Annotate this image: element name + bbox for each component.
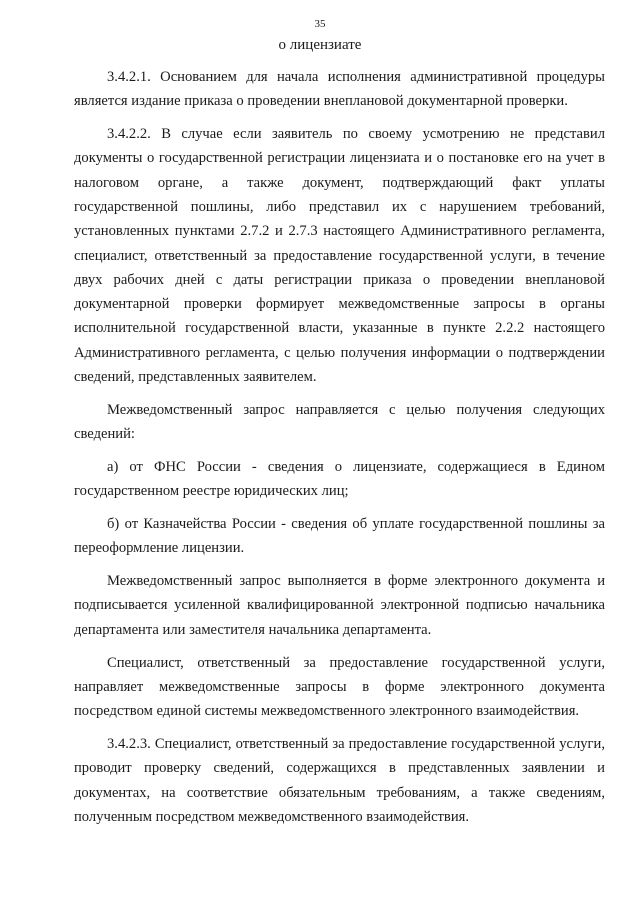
paragraph-3-4-2-3: 3.4.2.3. Специалист, ответственный за предоставление государственной услуги, проводит проверку сведений, содержащихся в представленных заявлении и документах, на соответствие обязательным требованиям, а также сведениям, полученным посредством межведомственного взаимодействия.	[74, 735, 605, 825]
document-body	[74, 65, 605, 829]
paragraph-specialist-sends: Специалист, ответственный за предоставление государственной услуги, направляет межведомственные запросы в форме электронного документа посредством единой системы межведомственного электронного взаимодействия.	[74, 654, 605, 720]
running-head: о лицензиате	[278, 37, 362, 53]
paragraph-3-4-2-1: 3.4.2.1. Основанием для начала исполнения административной процедуры является издание приказа о проведении внеплановой документарной проверки.	[74, 69, 605, 110]
paragraph-item-a: а) от ФНС России - сведения о лицензиате, содержащиеся в Едином государственном реестре юридических лиц;	[74, 458, 605, 500]
paragraph-3-4-2-2: 3.4.2.2. В случае если заявитель по своему усмотрению не представил документы о государственной регистрации лицензиата и о постановке его на учет в налоговом органе, а также документ, подтверждающий факт уплаты государственной пошлины, либо представил их с нарушением требований, установленных пунктами 2.7.2 и 2.7.3 настоящего Административного регламента, специалист, ответственный за предоставление государственной услуги, в течение двух рабочих дней с даты регистрации приказа о проведении внеплановой документарной проверки формирует межведомственные запросы в органы исполнительной государственной власти, указанные в пункте 2.2.2 настоящего Административного регламента, с целью получения информации о подтверждении сведений, представленных заявителем.	[74, 126, 605, 386]
paragraph-request-purpose: Межведомственный запрос направляется с целью получения следующих сведений:	[74, 401, 605, 443]
paragraph-electronic-form: Межведомственный запрос выполняется в форме электронного документа и подписывается усиленной квалифицированной электронной подписью начальника департамента или заместителя начальника департамента.	[74, 573, 605, 638]
page-number: 35	[314, 18, 326, 30]
paragraph-item-b: б) от Казначейства России - сведения об уплате государственной пошлины за переоформление лицензии.	[74, 516, 605, 557]
